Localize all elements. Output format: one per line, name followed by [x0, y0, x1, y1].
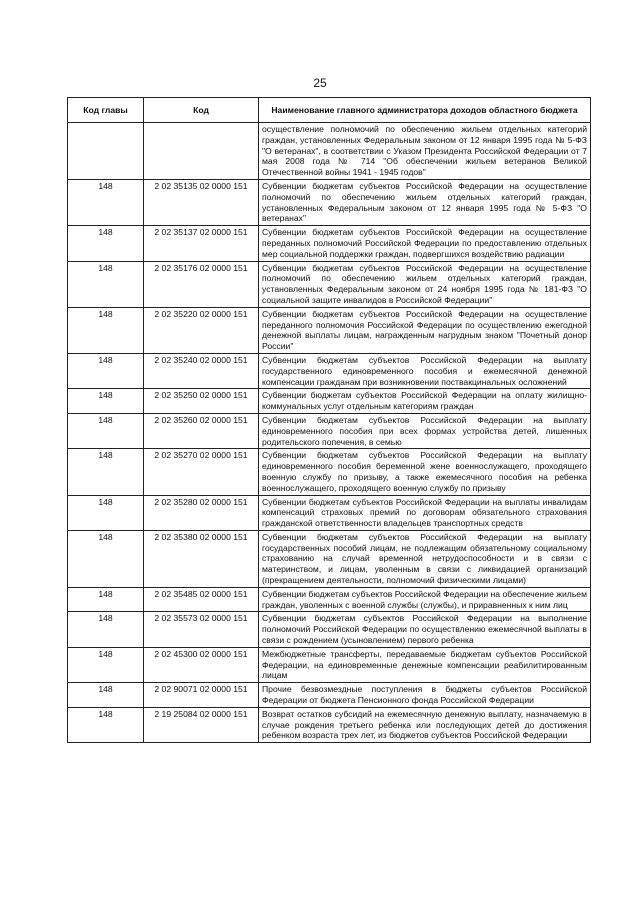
- cell-code: 2 02 35260 02 0000 151: [144, 413, 259, 448]
- table-row: [68, 683, 591, 708]
- cell-chapter-code: 148: [68, 449, 144, 495]
- cell-code: 2 19 25084 02 0000 151: [144, 707, 259, 742]
- cell-name: осуществление полномочий по обеспечению жильем отдельных категорий граждан, установленных Федеральным законом от 12 января 1995 года № 5-ФЗ "О ветеранах", в соответствии с Указом Президента Российской Федерации от 7 мая 2008 года № 714 "Об обеспечении жильем ветеранов Великой Отечественной войны 1941 - 1945 годов": [259, 123, 591, 180]
- table-row: [68, 612, 591, 647]
- table-row: [68, 307, 591, 353]
- header-name: Наименование главного администратора доходов областного бюджета: [259, 98, 591, 123]
- cell-name: Субвенции бюджетам субъектов Российской Федерации на оплату жилищно-коммунальных услуг отдельным категориям граждан: [259, 389, 591, 414]
- cell-code: 2 02 35240 02 0000 151: [144, 353, 259, 388]
- cell-name: Субвенции бюджетам субъектов Российской Федерации на обеспечение жильем граждан, уволенных с военной службы (службы), и приравненных к ним лиц: [259, 587, 591, 612]
- cell-chapter-code: 148: [68, 612, 144, 647]
- cell-chapter-code: 148: [68, 683, 144, 708]
- cell-chapter-code: 148: [68, 530, 144, 587]
- cell-name: Субвенции бюджетам субъектов Российской Федерации на выплаты инвалидам компенсаций страховых премий по договорам обязательного страхования гражданской ответственности владельцев транспортных средств: [259, 495, 591, 530]
- cell-code: 2 02 35270 02 0000 151: [144, 449, 259, 495]
- cell-name: Прочие безвозмездные поступления в бюджеты субъектов Российской Федерации от бюджета Пенсионного фонда Российской Федерации: [259, 683, 591, 708]
- header-chapter-code: Код главы: [68, 98, 144, 123]
- cell-chapter-code: 148: [68, 707, 144, 742]
- cell-code: 2 02 45300 02 0000 151: [144, 647, 259, 682]
- cell-chapter-code: 148: [68, 353, 144, 388]
- table-row: [68, 389, 591, 414]
- cell-name: Субвенции бюджетам субъектов Российской Федерации на выполнение полномочий Российской Федерации по осуществлению ежемесячной выплаты в связи с рождением (усыновлением) первого ребенка: [259, 612, 591, 647]
- cell-chapter-code: 148: [68, 226, 144, 261]
- table-row: [68, 353, 591, 388]
- cell-code: 2 02 90071 02 0000 151: [144, 683, 259, 708]
- table-row: [68, 647, 591, 682]
- cell-name: Субвенции бюджетам субъектов Российской Федерации на выплату единовременного пособия при всех формах устройства детей, лишенных родительского попечения, в семью: [259, 413, 591, 448]
- table-row: [68, 226, 591, 261]
- cell-name: Субвенции бюджетам субъектов Российской Федерации на осуществление полномочий по обеспечению жильем отдельных категорий граждан, установленных Федеральным законом от 12 января 1995 года № 5-ФЗ "О ветеранах": [259, 179, 591, 225]
- cell-code: 2 02 35573 02 0000 151: [144, 612, 259, 647]
- cell-name: Субвенции бюджетам субъектов Российской Федерации на выплату государственного единовременного пособия и ежемесячной денежной компенсации гражданам при возникновении поствакцинальных осложнений: [259, 353, 591, 388]
- cell-code: 2 02 35135 02 0000 151: [144, 179, 259, 225]
- cell-chapter-code: 148: [68, 261, 144, 307]
- cell-name: Субвенции бюджетам субъектов Российской Федерации на выплату единовременного пособия беременной жене военнослужащего, проходящего военную службу по призыву, а также ежемесячного пособия на ребенка военнослужащего, проходящего военную службу по призыву: [259, 449, 591, 495]
- page-number: 25: [313, 76, 327, 90]
- table-row: [68, 707, 591, 742]
- cell-chapter-code: [68, 123, 144, 180]
- cell-chapter-code: 148: [68, 389, 144, 414]
- cell-chapter-code: 148: [68, 307, 144, 353]
- revenue-administrators-table: [67, 97, 591, 743]
- table-row: [68, 449, 591, 495]
- cell-chapter-code: 148: [68, 587, 144, 612]
- cell-name: Субвенции бюджетам субъектов Российской Федерации на осуществление полномочий по обеспечению жильем отдельных категорий граждан, установленных Федеральным законом от 24 ноября 1995 года № 181-ФЗ "О социальной защите инвалидов в Российской Федерации": [259, 261, 591, 307]
- table-row: [68, 587, 591, 612]
- cell-code: 2 02 35485 02 0000 151: [144, 587, 259, 612]
- cell-name: Субвенции бюджетам субъектов Российской Федерации на осуществление переданных полномочий Российской Федерации по предоставлению отдельных мер социальной поддержки граждан, подвергшихся воздействию радиации: [259, 226, 591, 261]
- cell-chapter-code: 148: [68, 495, 144, 530]
- cell-code: 2 02 35176 02 0000 151: [144, 261, 259, 307]
- cell-name: Межбюджетные трансферты, передаваемые бюджетам субъектов Российской Федерации, на единовременные денежные компенсации реабилитированным лицам: [259, 647, 591, 682]
- cell-code: 2 02 35220 02 0000 151: [144, 307, 259, 353]
- cell-code: 2 02 35380 02 0000 151: [144, 530, 259, 587]
- cell-chapter-code: 148: [68, 647, 144, 682]
- cell-name: Субвенции бюджетам субъектов Российской Федерации на осуществление переданного полномочия Российской Федерации по осуществлению ежегодной денежной выплаты лицам, награжденным нагрудным знаком "Почетный донор России": [259, 307, 591, 353]
- table-row: [68, 179, 591, 225]
- table-row: [68, 530, 591, 587]
- cell-chapter-code: 148: [68, 179, 144, 225]
- table-row: [68, 123, 591, 180]
- table-row: [68, 495, 591, 530]
- cell-code: [144, 123, 259, 180]
- header-code: Код: [144, 98, 259, 123]
- table-header-row: [68, 98, 591, 123]
- cell-chapter-code: 148: [68, 413, 144, 448]
- table-row: [68, 261, 591, 307]
- cell-code: 2 02 35250 02 0000 151: [144, 389, 259, 414]
- table-row: [68, 413, 591, 448]
- cell-code: 2 02 35137 02 0000 151: [144, 226, 259, 261]
- cell-name: Возврат остатков субсидий на ежемесячную денежную выплату, назначаемую в случае рождения третьего ребенка или последующих детей до достижения ребенком возраста трех лет, из бюджетов субъектов Российской Федерации: [259, 707, 591, 742]
- cell-name: Субвенции бюджетам субъектов Российской Федерации на выплату государственных пособий лицам, не подлежащим обязательному социальному страхованию на случай временной нетрудоспособности и в связи с материнством, и лицам, уволенным в связи с ликвидацией организаций (прекращением деятельности, полномочий физическими лицами): [259, 530, 591, 587]
- cell-code: 2 02 35280 02 0000 151: [144, 495, 259, 530]
